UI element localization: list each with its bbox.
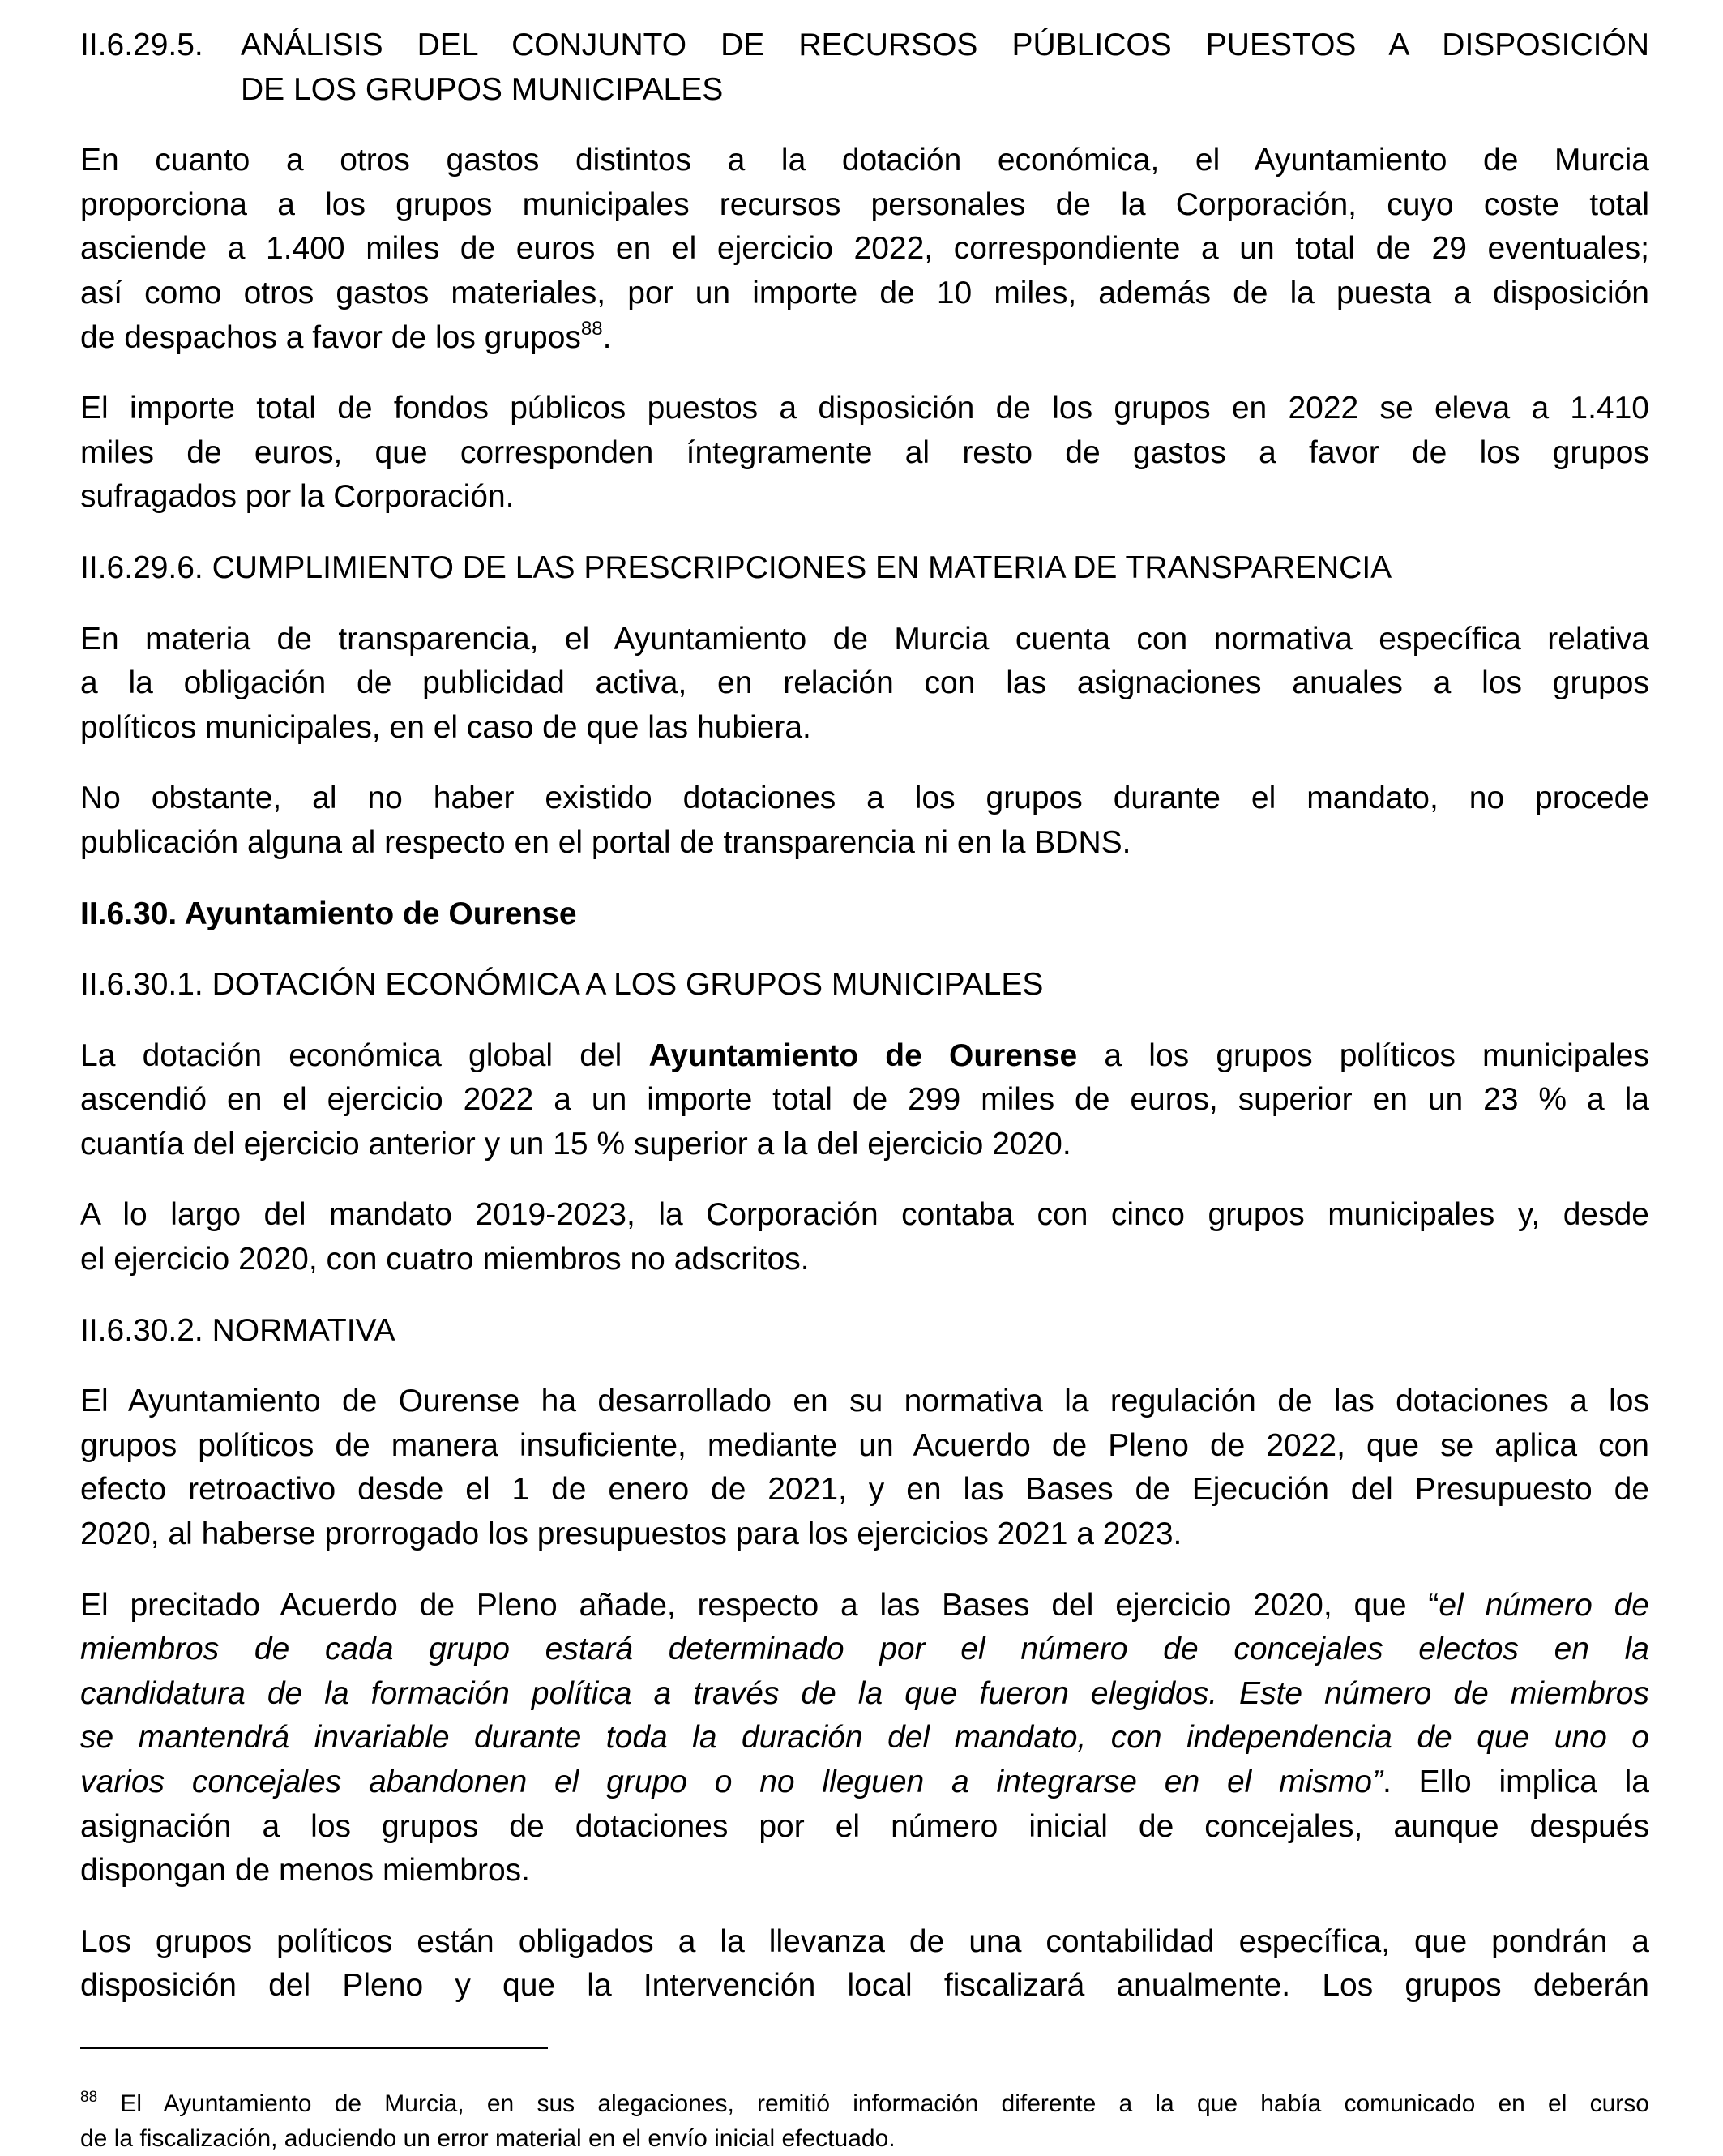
text-segment: de despachos a favor de los grupos bbox=[80, 319, 581, 355]
text-segment: miembros de cada grupo estará determinado por el número de concejales electos en la bbox=[80, 1632, 1649, 1667]
text-segment: En cuanto a otros gastos distintos a la dotación económica, el Ayuntamiento de Murcia bbox=[80, 143, 1649, 178]
text-segment: se mantendrá invariable durante toda la duración del mandato, con independencia de que uno o bbox=[80, 1720, 1649, 1756]
document-body bbox=[80, 24, 1649, 2035]
heading-number: II.6.29.5. bbox=[80, 28, 203, 62]
text-segment: II.6.29.6. CUMPLIMIENTO DE LAS PRESCRIPCIONES EN MATERIA DE TRANSPARENCIA bbox=[80, 550, 1392, 585]
paragraph bbox=[80, 546, 1649, 591]
text-segment: proporciona a los grupos municipales recursos personales de la Corporación, cuyo coste total bbox=[80, 186, 1649, 222]
footnote bbox=[80, 2086, 1649, 2156]
text-line bbox=[80, 387, 1649, 431]
text-segment: varios concejales abandonen el grupo o no lleguen a integrarse en el mismo” bbox=[80, 1765, 1383, 1799]
text-segment: disposición del Pleno y que la Intervención local fiscalizará anualmente. Los grupos deberán bbox=[80, 1968, 1649, 2004]
text-line bbox=[80, 1193, 1649, 1238]
text-line bbox=[80, 1078, 1649, 1123]
text-segment: La dotación económica global del bbox=[80, 1037, 649, 1073]
text-segment: sufragados por la Corporación. bbox=[80, 479, 515, 515]
text-line bbox=[80, 963, 1649, 1007]
text-segment: así como otros gastos materiales, por un importe de 10 miles, además de la puesta a disposición bbox=[80, 275, 1649, 310]
paragraph bbox=[80, 1193, 1649, 1281]
text-segment: El importe total de fondos públicos puestos a disposición de los grupos en 2022 se eleva a 1.410 bbox=[80, 391, 1649, 426]
text-segment: II.6.30.1. DOTACIÓN ECONÓMICA A LOS GRUPOS MUNICIPALES bbox=[80, 967, 1044, 1003]
text-segment: No obstante, al no haber existido dotaciones a los grupos durante el mandato, no procede bbox=[80, 781, 1649, 816]
text-segment: a la obligación de publicidad activa, en relación con las asignaciones anuales a los grupos bbox=[80, 665, 1649, 701]
text-segment: miles de euros, que corresponden íntegramente al resto de gastos a favor de los grupos bbox=[80, 434, 1649, 470]
text-line bbox=[80, 1424, 1649, 1469]
text-line bbox=[80, 1238, 1649, 1282]
text-segment: el ejercicio 2020, con cuatro miembros no adscritos. bbox=[80, 1242, 810, 1277]
text-line bbox=[80, 1584, 1649, 1628]
text-line bbox=[80, 1920, 1649, 1965]
footnote-line bbox=[80, 2121, 1649, 2156]
text-segment: El Ayuntamiento de Ourense ha desarrollado en su normativa la regulación de las dotaciones a los bbox=[80, 1384, 1649, 1419]
text-line bbox=[80, 1468, 1649, 1512]
text-line bbox=[80, 1034, 1649, 1079]
text-line bbox=[80, 1964, 1649, 2008]
heading-text: DE LOS GRUPOS MUNICIPALES bbox=[241, 71, 724, 107]
paragraph bbox=[80, 892, 1649, 937]
text-segment: asciende a 1.400 miles de euros en el ejercicio 2022, correspondiente a un total de 29 eventuales; bbox=[80, 231, 1649, 267]
heading-text: ANÁLISIS DEL CONJUNTO DE RECURSOS PÚBLICOS PUESTOS A DISPOSICIÓN bbox=[241, 28, 1649, 62]
footnote-text: El Ayuntamiento de Murcia, en sus alegaciones, remitió información diferente a la que había comunicado en el curso bbox=[120, 2090, 1649, 2117]
paragraph bbox=[80, 618, 1649, 751]
text-segment: grupos políticos de manera insuficiente, mediante un Acuerdo de Pleno de 2022, que se aplica con bbox=[80, 1427, 1649, 1463]
text-segment: políticos municipales, en el caso de que las hubiera. bbox=[80, 709, 811, 745]
paragraph bbox=[80, 963, 1649, 1007]
footnote-text: de la fiscalización, aduciendo un error material en el envío inicial efectuado. bbox=[80, 2125, 896, 2152]
text-segment: cuantía del ejercicio anterior y un 15 % superior a la del ejercicio 2020. bbox=[80, 1126, 1071, 1161]
footnote-line bbox=[80, 2086, 1649, 2121]
footnote-separator bbox=[80, 2047, 548, 2049]
paragraph bbox=[80, 1034, 1649, 1167]
text-line bbox=[80, 546, 1649, 591]
paragraph bbox=[80, 1380, 1649, 1556]
text-line bbox=[80, 1123, 1649, 1167]
text-line bbox=[80, 1716, 1649, 1760]
text-segment: . Ello implica la bbox=[1382, 1765, 1649, 1799]
text-line bbox=[80, 776, 1649, 821]
text-line bbox=[80, 316, 1649, 361]
text-line bbox=[80, 272, 1649, 316]
footnote-reference: 88 bbox=[580, 317, 603, 340]
text-segment: publicación alguna al respecto en el portal de transparencia ni en la BDNS. bbox=[80, 824, 1131, 860]
text-segment: A lo largo del mandato 2019-2023, la Corporación contaba con cinco grupos municipales y, desde bbox=[80, 1197, 1649, 1233]
text-line bbox=[80, 1628, 1649, 1672]
text-line bbox=[80, 892, 1649, 937]
text-line bbox=[80, 475, 1649, 520]
text-segment: Los grupos políticos están obligados a la llevanza de una contabilidad específica, que pondrán a bbox=[80, 1923, 1649, 1959]
text-line bbox=[80, 431, 1649, 476]
text-line bbox=[80, 1805, 1649, 1850]
text-segment: II.6.30.2. NORMATIVA bbox=[80, 1312, 395, 1348]
text-segment: El precitado Acuerdo de Pleno añade, respecto a las Bases del ejercicio 2020, que “ bbox=[80, 1587, 1439, 1623]
text-line bbox=[80, 1849, 1649, 1893]
text-line bbox=[80, 139, 1649, 183]
text-line bbox=[80, 821, 1649, 866]
text-line bbox=[80, 618, 1649, 662]
text-line bbox=[80, 1380, 1649, 1424]
text-line bbox=[80, 661, 1649, 706]
text-segment: asignación a los grupos de dotaciones por el número inicial de concejales, aunque después bbox=[80, 1808, 1649, 1844]
text-line bbox=[80, 706, 1649, 751]
paragraph bbox=[80, 776, 1649, 865]
paragraph bbox=[80, 1309, 1649, 1354]
text-line bbox=[80, 1512, 1649, 1557]
text-segment: . bbox=[602, 319, 612, 355]
section-heading bbox=[80, 24, 1649, 112]
text-segment: a los grupos políticos municipales bbox=[1077, 1037, 1649, 1073]
text-line bbox=[80, 183, 1649, 228]
text-line bbox=[80, 1672, 1649, 1717]
text-segment: efecto retroactivo desde el 1 de enero de 2021, y en las Bases de Ejecución del Presupuesto de bbox=[80, 1472, 1649, 1508]
text-segment: II.6.30. Ayuntamiento de Ourense bbox=[80, 896, 577, 931]
text-segment: dispongan de menos miembros. bbox=[80, 1853, 530, 1889]
text-segment: el número de bbox=[1439, 1587, 1649, 1623]
paragraph bbox=[80, 1584, 1649, 1893]
paragraph bbox=[80, 139, 1649, 360]
text-segment: ascendió en el ejercicio 2022 a un importe total de 299 miles de euros, superior en un 23 % a la bbox=[80, 1082, 1649, 1118]
text-line bbox=[80, 1760, 1649, 1805]
text-segment: candidatura de la formación política a través de la que fueron elegidos. Este número de miembros bbox=[80, 1675, 1649, 1711]
text-line bbox=[80, 1309, 1649, 1354]
paragraph bbox=[80, 387, 1649, 520]
text-line bbox=[80, 227, 1649, 272]
text-segment: 2020, al haberse prorrogado los presupuestos para los ejercicios 2021 a 2023. bbox=[80, 1516, 1182, 1552]
text-segment: En materia de transparencia, el Ayuntamiento de Murcia cuenta con normativa específica relativa bbox=[80, 621, 1649, 657]
footnote-number: 88 bbox=[80, 2089, 98, 2106]
heading-line bbox=[80, 24, 1649, 68]
paragraph bbox=[80, 1920, 1649, 2008]
heading-line bbox=[80, 68, 1649, 113]
text-segment: Ayuntamiento de Ourense bbox=[648, 1037, 1078, 1073]
